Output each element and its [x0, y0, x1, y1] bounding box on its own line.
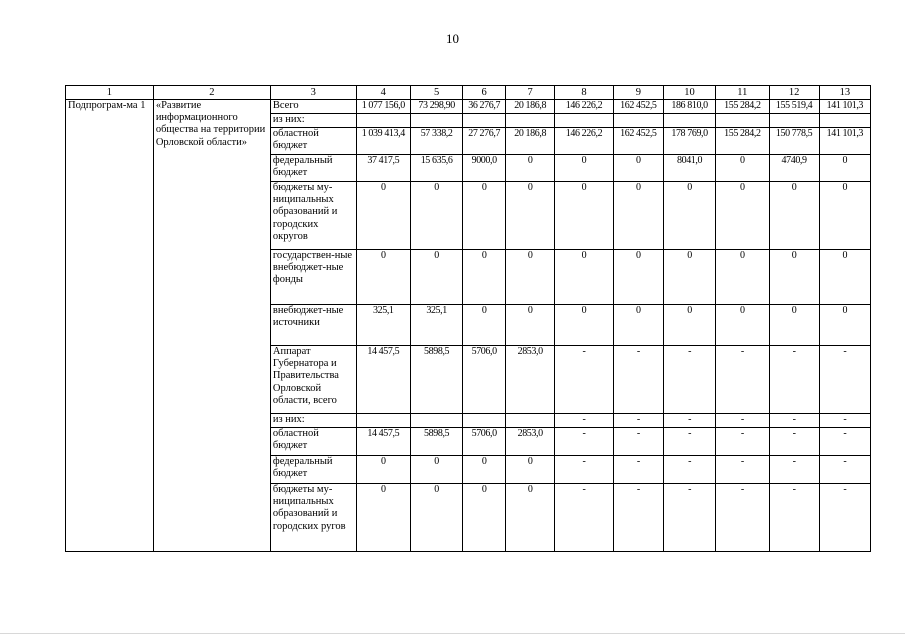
value-cell: 162 452,5: [613, 128, 663, 155]
value-cell: [410, 414, 462, 428]
value-cell: 1 039 413,4: [356, 128, 410, 155]
value-cell: -: [663, 428, 715, 456]
value-cell: 0: [356, 484, 410, 552]
value-cell: 0: [555, 182, 614, 250]
column-header-row: [66, 86, 871, 100]
value-cell: -: [716, 484, 769, 552]
column-header-9: 9: [613, 86, 663, 100]
value-cell: 4740,9: [769, 155, 819, 182]
value-cell: 0: [463, 250, 506, 305]
value-cell: 0: [506, 155, 555, 182]
value-cell: 5706,0: [463, 428, 506, 456]
value-cell: -: [663, 456, 715, 484]
value-cell: 0: [663, 305, 715, 346]
value-cell: 5898,5: [410, 346, 462, 414]
value-cell: 14 457,5: [356, 346, 410, 414]
column-header-3: 3: [270, 86, 356, 100]
value-cell: [555, 114, 614, 128]
page-number: 10: [446, 31, 459, 46]
value-cell: 0: [613, 305, 663, 346]
value-cell: 73 298,90: [410, 100, 462, 114]
value-cell: -: [663, 484, 715, 552]
value-cell: 0: [463, 484, 506, 552]
value-cell: 155 284,2: [716, 100, 769, 114]
value-cell: -: [769, 428, 819, 456]
value-cell: 9000,0: [463, 155, 506, 182]
value-cell: 37 417,5: [356, 155, 410, 182]
value-cell: -: [716, 414, 769, 428]
value-cell: 20 186,8: [506, 100, 555, 114]
table-row: [66, 100, 871, 114]
value-cell: 0: [555, 250, 614, 305]
value-cell: 0: [356, 182, 410, 250]
value-cell: 2853,0: [506, 346, 555, 414]
column-header-12: 12: [769, 86, 819, 100]
column-header-10: 10: [663, 86, 715, 100]
funding-source-label: областной бюджет: [270, 128, 356, 155]
value-cell: 0: [613, 250, 663, 305]
value-cell: 162 452,5: [613, 100, 663, 114]
value-cell: -: [613, 456, 663, 484]
column-header-2: 2: [153, 86, 270, 100]
value-cell: 5706,0: [463, 346, 506, 414]
value-cell: 0: [506, 305, 555, 346]
value-cell: -: [613, 428, 663, 456]
value-cell: 155 519,4: [769, 100, 819, 114]
funding-source-label: федеральный бюджет: [270, 456, 356, 484]
page-edge-line: [0, 633, 905, 634]
value-cell: 5898,5: [410, 428, 462, 456]
column-header-11: 11: [716, 86, 769, 100]
value-cell: [716, 114, 769, 128]
value-cell: [663, 114, 715, 128]
value-cell: [356, 414, 410, 428]
value-cell: 0: [716, 182, 769, 250]
value-cell: 0: [555, 155, 614, 182]
value-cell: 0: [769, 250, 819, 305]
value-cell: [463, 114, 506, 128]
value-cell: 0: [716, 250, 769, 305]
value-cell: 0: [506, 250, 555, 305]
value-cell: 0: [463, 305, 506, 346]
funding-source-label: Всего: [270, 100, 356, 114]
column-header-1: 1: [66, 86, 154, 100]
value-cell: 57 338,2: [410, 128, 462, 155]
value-cell: -: [716, 456, 769, 484]
value-cell: 0: [356, 250, 410, 305]
value-cell: -: [663, 414, 715, 428]
value-cell: 146 226,2: [555, 100, 614, 114]
value-cell: 0: [716, 155, 769, 182]
value-cell: 0: [506, 182, 555, 250]
value-cell: -: [613, 484, 663, 552]
column-header-8: 8: [555, 86, 614, 100]
value-cell: 8041,0: [663, 155, 715, 182]
value-cell: 0: [613, 155, 663, 182]
value-cell: -: [819, 428, 870, 456]
column-header-4: 4: [356, 86, 410, 100]
value-cell: -: [819, 456, 870, 484]
value-cell: 1 077 156,0: [356, 100, 410, 114]
value-cell: -: [819, 346, 870, 414]
budget-table: [65, 85, 871, 552]
value-cell: 0: [506, 456, 555, 484]
value-cell: 0: [410, 484, 462, 552]
value-cell: 146 226,2: [555, 128, 614, 155]
column-header-6: 6: [463, 86, 506, 100]
value-cell: -: [769, 346, 819, 414]
funding-source-label: Аппарат Губернатора и Правительства Орловской области, всего: [270, 346, 356, 414]
value-cell: -: [716, 428, 769, 456]
value-cell: 0: [463, 182, 506, 250]
value-cell: 141 101,3: [819, 128, 870, 155]
value-cell: 325,1: [410, 305, 462, 346]
value-cell: 186 810,0: [663, 100, 715, 114]
value-cell: 0: [819, 250, 870, 305]
value-cell: 36 276,7: [463, 100, 506, 114]
value-cell: 0: [716, 305, 769, 346]
value-cell: [769, 114, 819, 128]
value-cell: 0: [663, 250, 715, 305]
column-header-5: 5: [410, 86, 462, 100]
funding-source-label: из них:: [270, 114, 356, 128]
value-cell: [410, 114, 462, 128]
value-cell: [506, 414, 555, 428]
column-header-13: 13: [819, 86, 870, 100]
value-cell: 0: [819, 182, 870, 250]
value-cell: 0: [769, 182, 819, 250]
value-cell: 15 635,6: [410, 155, 462, 182]
subprogram-title-cell: «Развитие информационного общества на территории Орловской области»: [153, 100, 270, 552]
value-cell: [819, 114, 870, 128]
column-header-7: 7: [506, 86, 555, 100]
subprogram-cell: Подпрограм-ма 1: [66, 100, 154, 552]
funding-source-label: бюджеты му-ниципальных образований и городских ругов: [270, 484, 356, 552]
value-cell: 178 769,0: [663, 128, 715, 155]
value-cell: 0: [506, 484, 555, 552]
value-cell: 0: [555, 305, 614, 346]
value-cell: -: [555, 414, 614, 428]
funding-source-label: федеральный бюджет: [270, 155, 356, 182]
value-cell: -: [613, 414, 663, 428]
value-cell: 0: [819, 155, 870, 182]
value-cell: 0: [463, 456, 506, 484]
value-cell: -: [555, 346, 614, 414]
value-cell: [506, 114, 555, 128]
value-cell: 0: [410, 456, 462, 484]
value-cell: 150 778,5: [769, 128, 819, 155]
value-cell: -: [555, 428, 614, 456]
value-cell: 0: [613, 182, 663, 250]
funding-source-label: из них:: [270, 414, 356, 428]
funding-source-label: бюджеты му-ниципальных образований и городских округов: [270, 182, 356, 250]
value-cell: -: [769, 414, 819, 428]
value-cell: 0: [410, 182, 462, 250]
value-cell: 0: [663, 182, 715, 250]
value-cell: -: [716, 346, 769, 414]
funding-source-label: внебюджет-ные источники: [270, 305, 356, 346]
value-cell: -: [555, 484, 614, 552]
value-cell: 0: [769, 305, 819, 346]
value-cell: 20 186,8: [506, 128, 555, 155]
value-cell: -: [663, 346, 715, 414]
value-cell: 2853,0: [506, 428, 555, 456]
value-cell: 0: [819, 305, 870, 346]
value-cell: 14 457,5: [356, 428, 410, 456]
value-cell: -: [555, 456, 614, 484]
value-cell: -: [819, 414, 870, 428]
value-cell: 325,1: [356, 305, 410, 346]
value-cell: [356, 114, 410, 128]
value-cell: -: [769, 456, 819, 484]
value-cell: 27 276,7: [463, 128, 506, 155]
value-cell: 141 101,3: [819, 100, 870, 114]
value-cell: 0: [356, 456, 410, 484]
value-cell: -: [769, 484, 819, 552]
value-cell: -: [819, 484, 870, 552]
value-cell: [463, 414, 506, 428]
value-cell: -: [613, 346, 663, 414]
value-cell: 155 284,2: [716, 128, 769, 155]
value-cell: 0: [410, 250, 462, 305]
funding-source-label: государствен-ные внебюджет-ные фонды: [270, 250, 356, 305]
funding-source-label: областной бюджет: [270, 428, 356, 456]
value-cell: [613, 114, 663, 128]
